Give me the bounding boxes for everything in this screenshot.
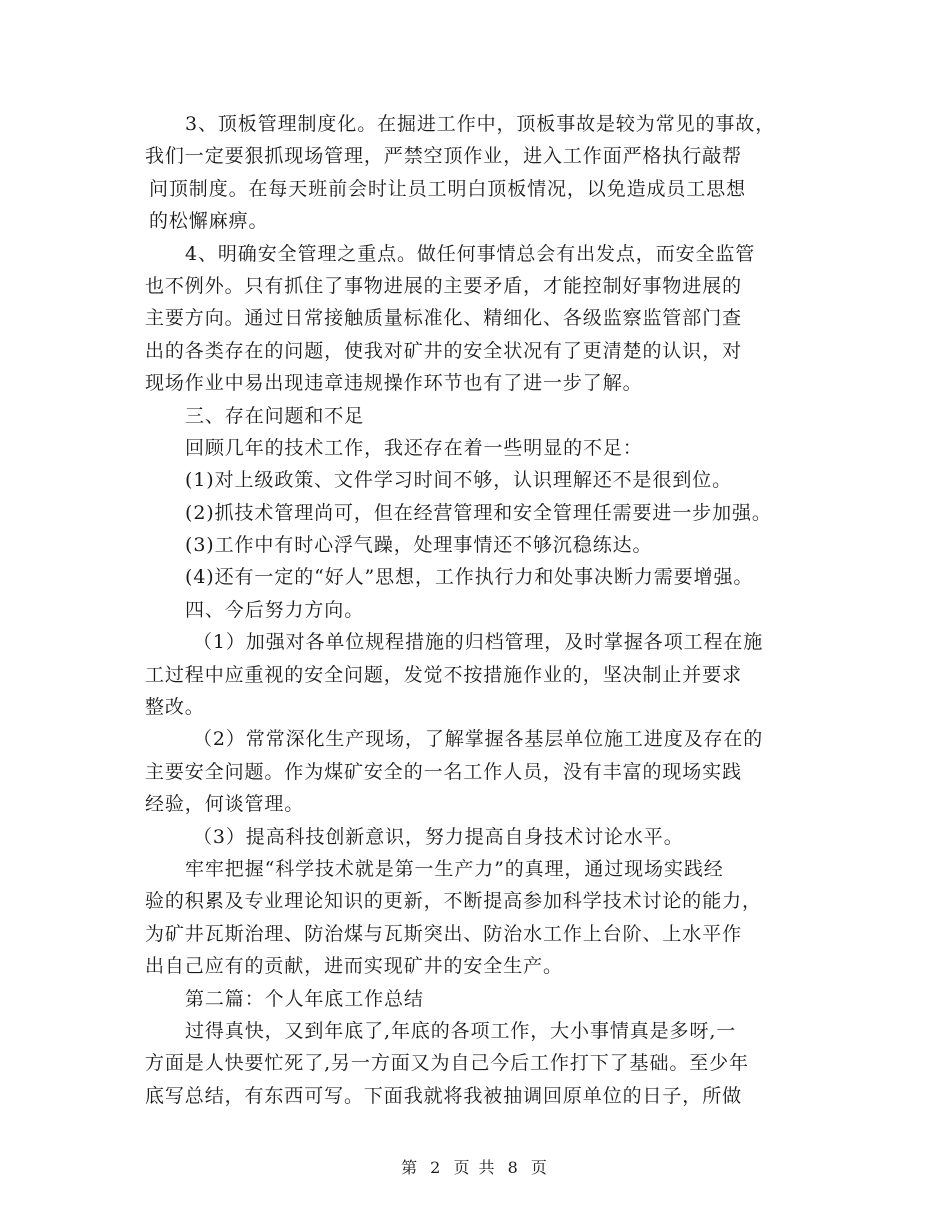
page-current-number: 2 <box>430 1158 443 1177</box>
text-line: 出的各类存在的问题，使我对矿井的安全状况有了更清楚的认识，对 <box>145 339 743 362</box>
text-line: 现场作业中易出现违章违规操作环节也有了进一步了解。 <box>145 372 643 395</box>
text-line: 三、存在问题和不足 <box>185 404 365 427</box>
text-line: 也不例外。只有抓住了事物进展的主要矛盾，才能控制好事物进展的 <box>145 274 743 297</box>
text-line: 过得真快，又到年底了,年底的各项工作，大小事情真是多呀,一 <box>185 1019 737 1042</box>
text-line: 为矿井瓦斯治理、防治煤与瓦斯突出、防治水工作上台阶、上水平作 <box>145 922 743 945</box>
document-body <box>145 108 825 1112</box>
text-line: （2）常常深化生产现场，了解掌握各基层单位施工进度及存在的 <box>193 728 764 751</box>
page-label-suffix: 页 <box>530 1158 549 1177</box>
text-line: 3、顶板管理制度化。在掘进工作中，顶板事故是较为常见的事故， <box>185 113 776 135</box>
page-label-mid: 页 共 <box>453 1158 497 1177</box>
text-line: (2)抓技术管理尚可，但在经营管理和安全管理任需要进一步加强。 <box>185 501 772 524</box>
text-line: 经验，何谈管理。 <box>145 793 305 816</box>
text-line: 底写总结，有东西可写。下面我就将我被抽调回原单位的日子，所做 <box>145 1084 743 1107</box>
text-line: (1)对上级政策、文件学习时间不够，认识理解还不是很到位。 <box>185 469 733 492</box>
text-line: 出自己应有的贡献，进而实现矿井的安全生产。 <box>145 955 563 978</box>
text-line: （3）提高科技创新意识，努力提高自身技术讨论水平。 <box>193 825 684 848</box>
text-line: 主要安全问题。作为煤矿安全的一名工作人员，没有丰富的现场实践 <box>145 760 743 783</box>
page-label-prefix: 第 <box>401 1158 420 1177</box>
text-line: 回顾几年的技术工作，我还存在着一些明显的不足： <box>185 436 643 459</box>
text-line: 工过程中应重视的安全问题，发觉不按措施作业的，坚决制止并要求 <box>145 663 743 686</box>
text-line: 问顶制度。在每天班前会时让员工明白顶板情况，以免造成员工思想 <box>149 177 747 200</box>
text-line: 4、明确安全管理之重点。做任何事情总会有出发点，而安全监管 <box>185 242 756 265</box>
text-line: (3)工作中有时心浮气躁，处理事情还不够沉稳练达。 <box>185 534 653 557</box>
page-footer <box>0 1155 950 1178</box>
text-line: 我们一定要狠抓现场管理，严禁空顶作业，进入工作面严格执行敲帮 <box>145 145 743 168</box>
text-line: 整改。 <box>145 696 205 719</box>
text-line: 四、今后努力方向。 <box>185 598 365 621</box>
text-line: 牢牢把握“科学技术就是第一生产力”的真理，通过现场实践经 <box>185 857 724 880</box>
text-line: 第二篇：个人年底工作总结 <box>185 987 424 1010</box>
text-line: (4)还有一定的“好人”思想，工作执行力和处事决断力需要增强。 <box>185 566 754 589</box>
text-line: 方面是人快要忙死了,另一方面又为自己今后工作打下了基础。至少年 <box>145 1052 749 1075</box>
text-line: （1）加强对各单位规程措施的归档管理，及时掌握各项工程在施 <box>193 631 764 654</box>
page-total-number: 8 <box>507 1158 520 1177</box>
text-line: 验的积累及专业理论知识的更新，不断提高参加科学技术讨论的能力， <box>145 890 762 913</box>
text-line: 的松懈麻痹。 <box>149 210 269 233</box>
text-line: 主要方向。通过日常接触质量标准化、精细化、各级监察监管部门查 <box>145 307 743 330</box>
